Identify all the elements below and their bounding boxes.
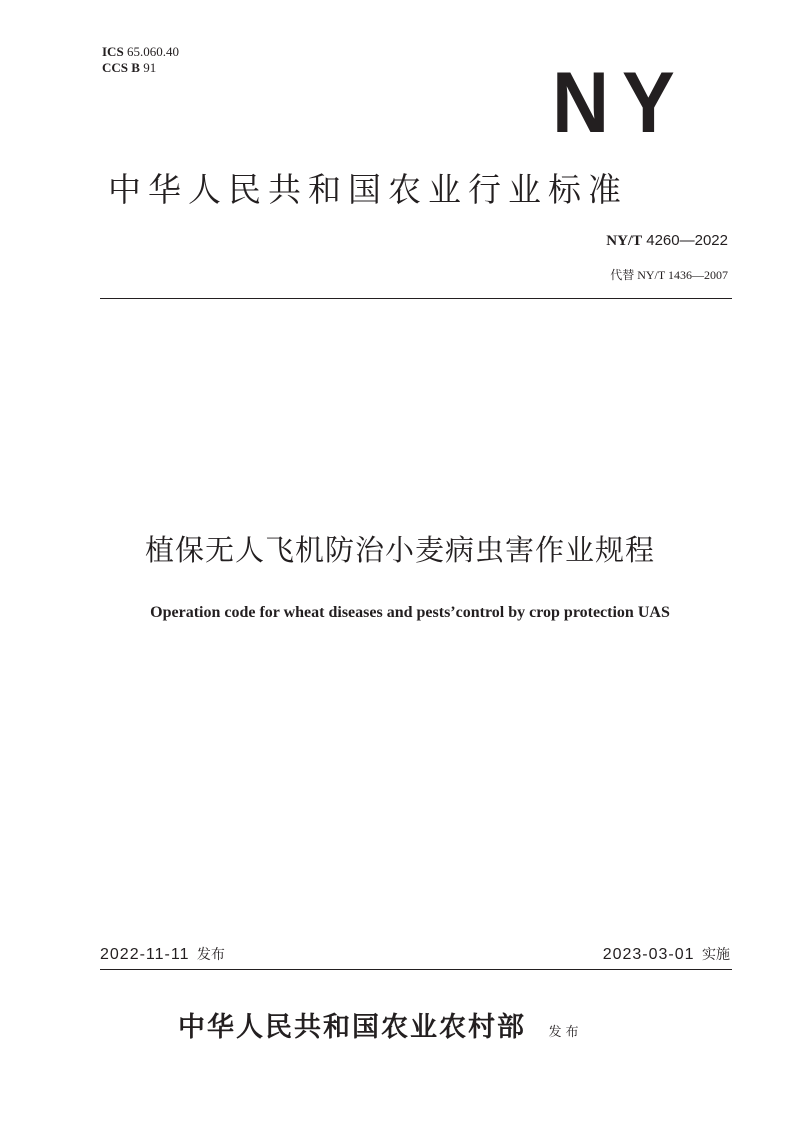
standard-number [606, 232, 728, 250]
national-standard-title: 中华人民共和国农业行业标准 [108, 170, 628, 209]
ics-label: ICS [102, 44, 124, 59]
issue-date [100, 944, 225, 964]
issuer [178, 1005, 582, 1044]
issue-date-suffix: 发布 [196, 947, 225, 963]
header-divider [100, 298, 732, 299]
implementation-date [603, 944, 730, 964]
issue-date-value: 2022-11-11 [100, 946, 190, 963]
implementation-date-value: 2023-03-01 [602, 946, 695, 963]
ics-code [102, 44, 179, 60]
issuer-suffix: 发布 [548, 1025, 583, 1040]
ics-value: 65.060.40 [126, 44, 179, 59]
issuer-name: 中华人民共和国农业农村部 [178, 1012, 526, 1043]
standard-code: 4260—2022 [646, 232, 728, 249]
document-title-cn: 植保无人飞机防治小麦病虫害作业规程 [144, 533, 655, 567]
standard-prefix: NY/T [606, 233, 643, 249]
ccs-code [102, 60, 156, 76]
document-title-en: Operation code for wheat diseases and pests’control by crop protection UAS [150, 604, 670, 621]
ccs-label: CCS B [102, 60, 140, 75]
implementation-date-suffix: 实施 [702, 947, 730, 963]
ny-logo: NY [552, 55, 688, 151]
ccs-value: 91 [143, 60, 157, 75]
footer-divider [100, 969, 732, 970]
replaces-note: 代替 NY/T 1436—2007 [610, 268, 728, 282]
